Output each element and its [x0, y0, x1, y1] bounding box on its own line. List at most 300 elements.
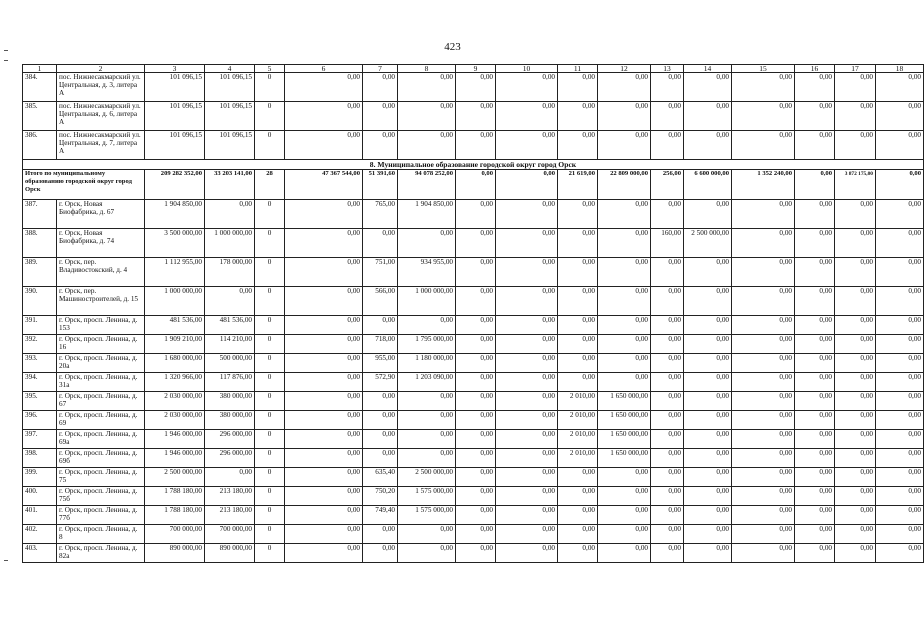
value-cell: 0,00 — [598, 354, 651, 373]
table-row — [23, 430, 924, 449]
column-number: 14 — [684, 65, 732, 73]
value-cell: 0,00 — [651, 258, 684, 287]
value-cell: 0 — [255, 468, 285, 487]
value-cell: 1 788 180,00 — [145, 506, 205, 525]
value-cell: 0,00 — [363, 411, 398, 430]
value-cell: 1 904 850,00 — [398, 200, 456, 229]
value-cell: 0,00 — [285, 468, 363, 487]
value-cell: 2 010,00 — [558, 430, 598, 449]
table-row — [23, 131, 924, 160]
value-cell: 0,00 — [835, 316, 876, 335]
value-cell: 0,00 — [496, 354, 558, 373]
value-cell: 0,00 — [456, 525, 496, 544]
value-cell: 0 — [255, 258, 285, 287]
value-cell: 0,00 — [684, 525, 732, 544]
value-cell: 0,00 — [285, 544, 363, 563]
value-cell: 751,00 — [363, 258, 398, 287]
value-cell: 0 — [255, 525, 285, 544]
table-row — [23, 73, 924, 102]
value-cell: 0,00 — [732, 335, 795, 354]
table-row — [23, 411, 924, 430]
value-cell: 0,00 — [795, 373, 835, 392]
value-cell: 0,00 — [835, 102, 876, 131]
value-cell: 2 010,00 — [558, 392, 598, 411]
value-cell: 890 000,00 — [205, 544, 255, 563]
value-cell: 718,00 — [363, 335, 398, 354]
address-cell: г. Орск, пер. Владивостокский, д. 4 — [57, 258, 145, 287]
table-row — [23, 258, 924, 287]
value-cell: 0,00 — [876, 411, 924, 430]
value-cell: 0,00 — [363, 131, 398, 160]
margin-mark — [4, 60, 8, 61]
value-cell: 0,00 — [684, 335, 732, 354]
row-number: 386. — [23, 131, 57, 160]
value-cell: 101 096,15 — [205, 131, 255, 160]
table-row — [23, 487, 924, 506]
value-cell: 0,00 — [876, 229, 924, 258]
value-cell: 0,00 — [456, 258, 496, 287]
table-row — [23, 335, 924, 354]
value-cell: 0,00 — [651, 73, 684, 102]
table-row — [23, 544, 924, 563]
value-cell: 0,00 — [684, 468, 732, 487]
total-value-cell: 28 — [255, 170, 285, 200]
value-cell: 1 650 000,00 — [598, 411, 651, 430]
value-cell: 101 096,15 — [205, 73, 255, 102]
value-cell: 0,00 — [496, 411, 558, 430]
row-number: 392. — [23, 335, 57, 354]
value-cell: 2 500 000,00 — [145, 468, 205, 487]
value-cell: 380 000,00 — [205, 392, 255, 411]
address-cell: пос. Нижнесакмарский ул. Центральная, д. 3, литера А — [57, 73, 145, 102]
column-number: 16 — [795, 65, 835, 73]
value-cell: 0,00 — [795, 229, 835, 258]
value-cell: 0,00 — [558, 487, 598, 506]
column-number: 2 — [57, 65, 145, 73]
value-cell: 0,00 — [598, 229, 651, 258]
total-value-cell: 0,00 — [456, 170, 496, 200]
value-cell: 0,00 — [398, 316, 456, 335]
table-row — [23, 392, 924, 411]
row-number: 397. — [23, 430, 57, 449]
value-cell: 0,00 — [456, 335, 496, 354]
value-cell: 0,00 — [398, 73, 456, 102]
value-cell: 0,00 — [795, 487, 835, 506]
value-cell: 0 — [255, 200, 285, 229]
value-cell: 0 — [255, 392, 285, 411]
value-cell: 0,00 — [795, 392, 835, 411]
address-cell: г. Орск, просп. Ленина, д. 69б — [57, 449, 145, 468]
column-number-row — [23, 65, 924, 73]
address-cell: г. Орск, просп. Ленина, д. 16 — [57, 335, 145, 354]
value-cell: 0,00 — [795, 102, 835, 131]
value-cell: 0,00 — [285, 411, 363, 430]
row-number: 396. — [23, 411, 57, 430]
value-cell: 0,00 — [496, 525, 558, 544]
data-table — [22, 64, 924, 563]
value-cell: 0,00 — [398, 229, 456, 258]
value-cell: 0,00 — [456, 287, 496, 316]
value-cell: 0,00 — [558, 287, 598, 316]
value-cell: 0,00 — [684, 258, 732, 287]
value-cell: 1 000 000,00 — [205, 229, 255, 258]
table-row — [23, 354, 924, 373]
value-cell: 749,40 — [363, 506, 398, 525]
value-cell: 0,00 — [835, 73, 876, 102]
value-cell: 0,00 — [835, 373, 876, 392]
value-cell: 0,00 — [363, 229, 398, 258]
value-cell: 0,00 — [598, 200, 651, 229]
value-cell: 0,00 — [456, 487, 496, 506]
value-cell: 0,00 — [456, 200, 496, 229]
value-cell: 0,00 — [496, 335, 558, 354]
total-label: Итого по муниципальному образованию городской округ город Орск — [23, 170, 145, 200]
value-cell: 0,00 — [651, 392, 684, 411]
value-cell: 0,00 — [496, 316, 558, 335]
value-cell: 0,00 — [835, 449, 876, 468]
row-number: 384. — [23, 73, 57, 102]
total-value-cell: 6 600 000,00 — [684, 170, 732, 200]
total-value-cell: 209 282 352,00 — [145, 170, 205, 200]
value-cell: 296 000,00 — [205, 430, 255, 449]
column-number: 4 — [205, 65, 255, 73]
value-cell: 101 096,15 — [145, 102, 205, 131]
value-cell: 0,00 — [558, 258, 598, 287]
value-cell: 0 — [255, 316, 285, 335]
value-cell: 481 536,00 — [145, 316, 205, 335]
value-cell: 2 010,00 — [558, 449, 598, 468]
value-cell: 0,00 — [363, 102, 398, 131]
value-cell: 0,00 — [876, 316, 924, 335]
value-cell: 0,00 — [876, 102, 924, 131]
value-cell: 0,00 — [876, 200, 924, 229]
value-cell: 0 — [255, 487, 285, 506]
value-cell: 213 180,00 — [205, 487, 255, 506]
value-cell: 700 000,00 — [205, 525, 255, 544]
value-cell: 296 000,00 — [205, 449, 255, 468]
value-cell: 0,00 — [795, 316, 835, 335]
value-cell: 0,00 — [732, 373, 795, 392]
row-number: 403. — [23, 544, 57, 563]
value-cell: 0,00 — [795, 525, 835, 544]
value-cell: 0,00 — [795, 335, 835, 354]
value-cell: 0,00 — [456, 102, 496, 131]
total-value-cell: 94 078 252,00 — [398, 170, 456, 200]
value-cell: 0,00 — [398, 131, 456, 160]
address-cell: г. Орск, просп. Ленина, д. 75 — [57, 468, 145, 487]
row-number: 391. — [23, 316, 57, 335]
value-cell: 0,00 — [732, 316, 795, 335]
column-number: 17 — [835, 65, 876, 73]
value-cell: 0,00 — [205, 468, 255, 487]
value-cell: 0,00 — [835, 392, 876, 411]
value-cell: 2 500 000,00 — [398, 468, 456, 487]
value-cell: 0,00 — [456, 449, 496, 468]
value-cell: 0 — [255, 335, 285, 354]
total-value-cell: 0,00 — [795, 170, 835, 200]
row-number: 402. — [23, 525, 57, 544]
value-cell: 0,00 — [285, 258, 363, 287]
value-cell: 0,00 — [456, 392, 496, 411]
value-cell: 0,00 — [684, 131, 732, 160]
value-cell: 635,40 — [363, 468, 398, 487]
value-cell: 1 946 000,00 — [145, 430, 205, 449]
value-cell: 0,00 — [651, 487, 684, 506]
value-cell: 1 946 000,00 — [145, 449, 205, 468]
value-cell: 0,00 — [732, 131, 795, 160]
value-cell: 0,00 — [456, 544, 496, 563]
value-cell: 0,00 — [684, 506, 732, 525]
value-cell: 0,00 — [285, 200, 363, 229]
column-number: 3 — [145, 65, 205, 73]
row-number: 399. — [23, 468, 57, 487]
value-cell: 0,00 — [651, 468, 684, 487]
address-cell: г. Орск, просп. Ленина, д. 67 — [57, 392, 145, 411]
value-cell: 0,00 — [285, 487, 363, 506]
value-cell: 0,00 — [684, 430, 732, 449]
total-value-cell: 47 367 544,00 — [285, 170, 363, 200]
value-cell: 0,00 — [795, 544, 835, 563]
value-cell: 0,00 — [496, 468, 558, 487]
row-number: 389. — [23, 258, 57, 287]
value-cell: 0,00 — [684, 354, 732, 373]
value-cell: 0,00 — [285, 354, 363, 373]
address-cell: г. Орск, просп. Ленина, д. 31а — [57, 373, 145, 392]
value-cell: 0,00 — [651, 525, 684, 544]
value-cell: 0,00 — [732, 200, 795, 229]
value-cell: 0,00 — [795, 449, 835, 468]
value-cell: 0,00 — [732, 392, 795, 411]
total-value-cell: 0,00 — [876, 170, 924, 200]
value-cell: 0,00 — [835, 468, 876, 487]
value-cell: 1 650 000,00 — [598, 430, 651, 449]
value-cell: 0,00 — [456, 468, 496, 487]
value-cell: 0,00 — [732, 506, 795, 525]
section-title: 8. Муниципальное образование городской округ город Орск — [23, 160, 924, 170]
value-cell: 934 955,00 — [398, 258, 456, 287]
value-cell: 0,00 — [496, 430, 558, 449]
table-row — [23, 449, 924, 468]
value-cell: 213 180,00 — [205, 506, 255, 525]
value-cell: 0,00 — [398, 430, 456, 449]
value-cell: 0,00 — [651, 200, 684, 229]
value-cell: 0,00 — [398, 392, 456, 411]
value-cell: 1 680 000,00 — [145, 354, 205, 373]
value-cell: 101 096,15 — [205, 102, 255, 131]
column-number: 12 — [598, 65, 651, 73]
value-cell: 0,00 — [598, 525, 651, 544]
address-cell: г. Орск, просп. Ленина, д. 8 — [57, 525, 145, 544]
value-cell: 0,00 — [835, 354, 876, 373]
value-cell: 0,00 — [732, 525, 795, 544]
table-row — [23, 316, 924, 335]
value-cell: 0,00 — [651, 102, 684, 131]
value-cell: 0,00 — [651, 373, 684, 392]
value-cell: 0 — [255, 411, 285, 430]
value-cell: 0,00 — [598, 316, 651, 335]
value-cell: 0,00 — [795, 258, 835, 287]
total-value-cell: 3 872 175,00 — [835, 170, 876, 200]
value-cell: 0,00 — [651, 544, 684, 563]
value-cell: 0,00 — [876, 525, 924, 544]
value-cell: 0,00 — [496, 392, 558, 411]
value-cell: 0,00 — [285, 506, 363, 525]
value-cell: 0,00 — [598, 73, 651, 102]
address-cell: г. Орск, просп. Ленина, д. 69а — [57, 430, 145, 449]
value-cell: 1 788 180,00 — [145, 487, 205, 506]
value-cell: 0 — [255, 73, 285, 102]
value-cell: 955,00 — [363, 354, 398, 373]
value-cell: 0,00 — [285, 131, 363, 160]
value-cell: 3 500 000,00 — [145, 229, 205, 258]
value-cell: 0,00 — [285, 392, 363, 411]
value-cell: 890 000,00 — [145, 544, 205, 563]
value-cell: 1 575 000,00 — [398, 487, 456, 506]
value-cell: 0,00 — [684, 73, 732, 102]
value-cell: 0,00 — [496, 544, 558, 563]
value-cell: 0,00 — [732, 411, 795, 430]
value-cell: 0,00 — [795, 411, 835, 430]
value-cell: 0,00 — [598, 258, 651, 287]
value-cell: 0,00 — [558, 73, 598, 102]
value-cell: 0,00 — [876, 287, 924, 316]
value-cell: 0,00 — [285, 102, 363, 131]
row-number: 393. — [23, 354, 57, 373]
column-number: 5 — [255, 65, 285, 73]
value-cell: 0 — [255, 102, 285, 131]
column-number: 1 — [23, 65, 57, 73]
value-cell: 0,00 — [732, 102, 795, 131]
value-cell: 0,00 — [558, 468, 598, 487]
total-value-cell: 51 391,60 — [363, 170, 398, 200]
address-cell: г. Орск, просп. Ленина, д. 153 — [57, 316, 145, 335]
value-cell: 0,00 — [456, 354, 496, 373]
table-row — [23, 525, 924, 544]
address-cell: г. Орск, просп. Ленина, д. 20а — [57, 354, 145, 373]
value-cell: 0,00 — [363, 525, 398, 544]
value-cell: 0,00 — [732, 449, 795, 468]
value-cell: 0 — [255, 287, 285, 316]
column-number: 10 — [496, 65, 558, 73]
value-cell: 0,00 — [598, 373, 651, 392]
value-cell: 0,00 — [598, 131, 651, 160]
value-cell: 0,00 — [558, 506, 598, 525]
table-body — [23, 65, 924, 563]
value-cell: 0,00 — [651, 449, 684, 468]
value-cell: 572,90 — [363, 373, 398, 392]
value-cell: 0,00 — [496, 73, 558, 102]
value-cell: 114 210,00 — [205, 335, 255, 354]
value-cell: 0,00 — [835, 335, 876, 354]
value-cell: 0,00 — [456, 506, 496, 525]
column-number: 15 — [732, 65, 795, 73]
row-number: 388. — [23, 229, 57, 258]
total-row — [23, 170, 924, 200]
value-cell: 0,00 — [835, 287, 876, 316]
value-cell: 0,00 — [558, 200, 598, 229]
value-cell: 1 320 966,00 — [145, 373, 205, 392]
value-cell: 0,00 — [398, 411, 456, 430]
table-row — [23, 229, 924, 258]
value-cell: 0,00 — [684, 392, 732, 411]
value-cell: 0,00 — [876, 487, 924, 506]
value-cell: 178 000,00 — [205, 258, 255, 287]
value-cell: 0,00 — [363, 316, 398, 335]
value-cell: 1 203 090,00 — [398, 373, 456, 392]
value-cell: 0,00 — [732, 487, 795, 506]
value-cell: 1 575 000,00 — [398, 506, 456, 525]
value-cell: 0,00 — [496, 373, 558, 392]
value-cell: 1 000 000,00 — [145, 287, 205, 316]
value-cell: 0,00 — [496, 506, 558, 525]
value-cell: 0,00 — [795, 287, 835, 316]
value-cell: 0,00 — [732, 430, 795, 449]
value-cell: 0,00 — [285, 525, 363, 544]
table-row — [23, 468, 924, 487]
value-cell: 0,00 — [876, 335, 924, 354]
value-cell: 1 795 000,00 — [398, 335, 456, 354]
value-cell: 0,00 — [398, 544, 456, 563]
value-cell: 0,00 — [363, 73, 398, 102]
value-cell: 2 030 000,00 — [145, 392, 205, 411]
value-cell: 0,00 — [398, 525, 456, 544]
value-cell: 0,00 — [876, 131, 924, 160]
value-cell: 0,00 — [876, 73, 924, 102]
value-cell: 0,00 — [876, 430, 924, 449]
value-cell: 0,00 — [205, 287, 255, 316]
value-cell: 1 180 000,00 — [398, 354, 456, 373]
value-cell: 0 — [255, 229, 285, 258]
value-cell: 700 000,00 — [145, 525, 205, 544]
value-cell: 0,00 — [876, 544, 924, 563]
value-cell: 0,00 — [795, 506, 835, 525]
value-cell: 0,00 — [795, 468, 835, 487]
value-cell: 0,00 — [876, 354, 924, 373]
value-cell: 0,00 — [651, 335, 684, 354]
column-number: 18 — [876, 65, 924, 73]
row-number: 394. — [23, 373, 57, 392]
column-number: 9 — [456, 65, 496, 73]
value-cell: 0,00 — [496, 287, 558, 316]
value-cell: 0,00 — [876, 373, 924, 392]
value-cell: 0,00 — [558, 544, 598, 563]
value-cell: 0,00 — [285, 449, 363, 468]
value-cell: 0,00 — [558, 102, 598, 131]
value-cell: 0,00 — [835, 430, 876, 449]
value-cell: 0 — [255, 430, 285, 449]
value-cell: 0,00 — [684, 200, 732, 229]
value-cell: 0,00 — [558, 316, 598, 335]
value-cell: 160,00 — [651, 229, 684, 258]
value-cell: 0,00 — [496, 102, 558, 131]
value-cell: 0,00 — [496, 487, 558, 506]
value-cell: 0,00 — [835, 258, 876, 287]
total-value-cell: 0,00 — [496, 170, 558, 200]
value-cell: 0,00 — [684, 449, 732, 468]
value-cell: 0,00 — [285, 316, 363, 335]
address-cell: пос. Нижнесакмарский ул. Центральная, д. 7, литера А — [57, 131, 145, 160]
row-number: 401. — [23, 506, 57, 525]
value-cell: 0,00 — [598, 544, 651, 563]
value-cell: 101 096,15 — [145, 131, 205, 160]
value-cell: 0,00 — [598, 102, 651, 131]
value-cell: 0,00 — [684, 373, 732, 392]
value-cell: 0,00 — [456, 229, 496, 258]
value-cell: 0,00 — [558, 354, 598, 373]
value-cell: 0,00 — [876, 449, 924, 468]
value-cell: 0,00 — [876, 258, 924, 287]
value-cell: 0,00 — [285, 229, 363, 258]
